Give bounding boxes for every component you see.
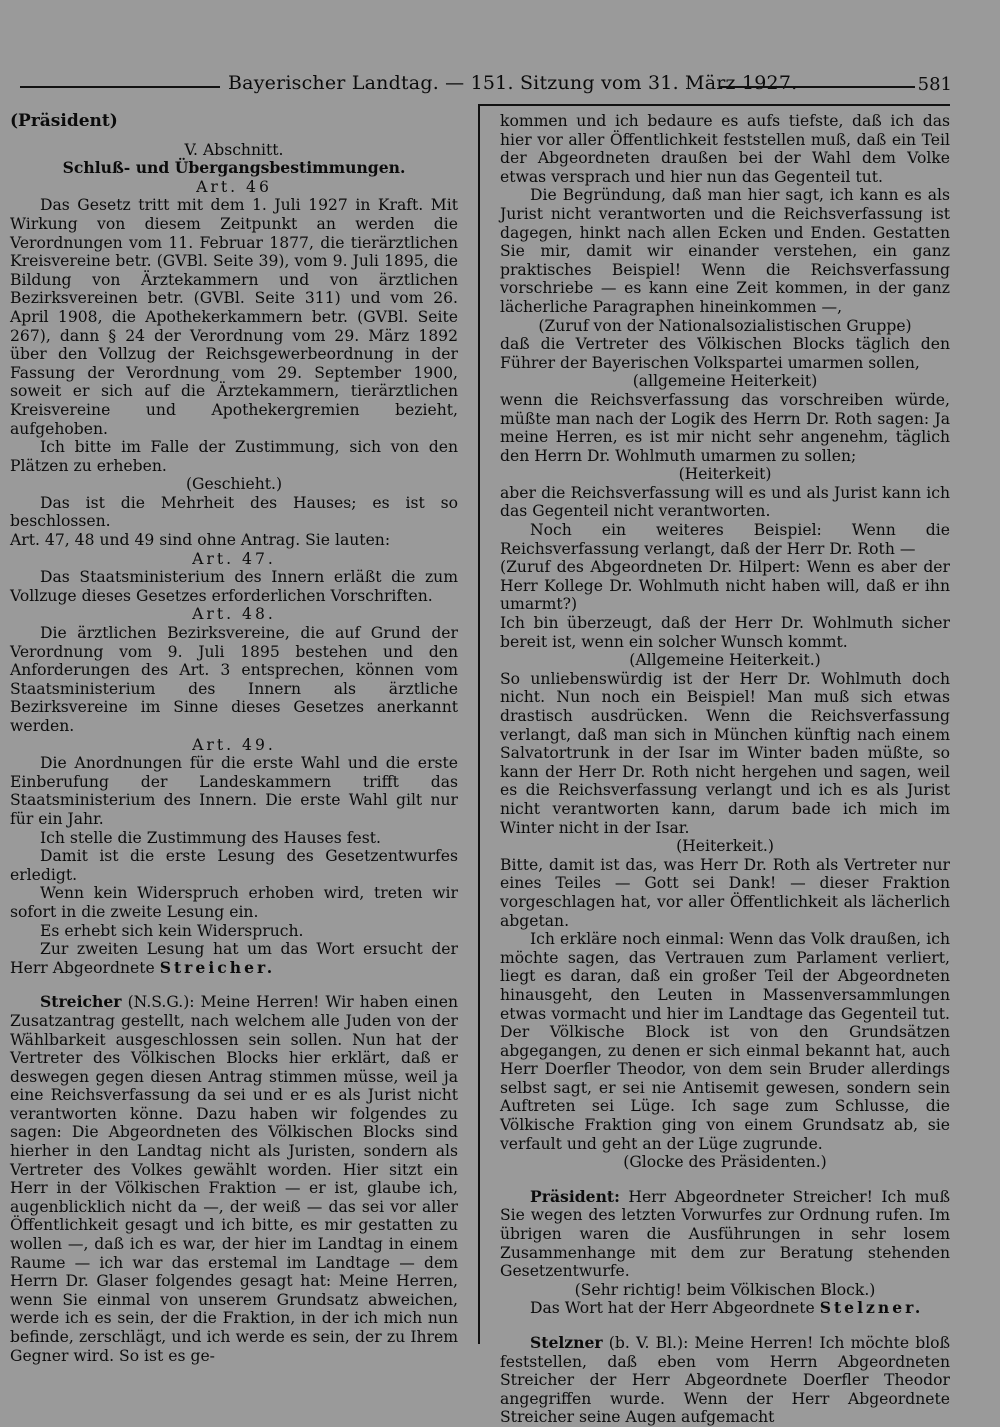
speech-stelzner [500, 1334, 950, 1427]
paragraph: So unliebenswürdig ist der Herr Dr. Wohlmuth doch nicht. Nun noch ein Beispiel! Man muß sich etwas drastisch ausdrücken. Wenn die Reichsverfassung verlangt, daß man sich in München künftig nach einem Salvatortrunk in der Isar im Winter baden müßte, so kann der Herr Dr. Roth nicht hergehen und sagen, weil es die Reichsverfassung verlangt und ich es als Jurist nicht verantworten kann, darum bade ich mich im Winter nicht in der Isar. [500, 669, 950, 837]
right-column [500, 112, 950, 1427]
column-top-rule [480, 104, 950, 106]
paragraph: Damit ist die erste Lesung des Gesetzentwurfes erledigt. [10, 847, 458, 884]
speaker-ref: Stelzner. [819, 1298, 924, 1318]
speech-text: (N.S.G.): Meine Herren! Wir haben einen Zusatzantrag gestellt, nach welchem alle Juden von der Wählbarkeit ausgeschlossen sein sollen. Nun hat der Vertreter des Völkischen Blocks hier erklärt, daß er deswegen gegen diesen Antrag stimmen müsse, weil ja eine Reichsverfassung da sei und er es als Jurist nicht verantworten könne. Dazu haben wir folgendes zu sagen: Die Abgeordneten des Völkischen Blocks sind hierher in den Landtag nicht als Juristen, sondern als Vertreter des Volkes gewählt worden. Hier sitzt ein Herr in der Völkischen Fraktion — er ist, glaube ich, augenblicklich nicht da —, der weiß — das sei vor aller Öffentlichkeit gesagt und ich bitte, es mir gestatten zu wollen —, daß ich es war, der hier im Landtag in einem Raume — ich war das erstemal im Landtage — dem Herrn Dr. Glaser folgendes gesagt hat: Meine Herren, wenn Sie einmal von unserem Grundsatz abweichen, werde ich es sein, der die Fraktion, in der ich mich nun befinde, zerschlägt, und ich werde es sein, der zu Ihrem Gegner wird. So ist es ge- [10, 993, 459, 1365]
left-column [10, 112, 458, 1365]
speech-streicher [10, 993, 458, 1365]
paragraph: Art. 47, 48 und 49 sind ohne Antrag. Sie lauten: [10, 531, 391, 550]
speech-text: Herr Abgeordneter Streicher! Ich muß Sie wegen des letzten Vorwurfes zur Ordnung rufen. Im übrigen waren die Ausführungen in sehr losem Zusammenhange mit dem zur Beratung stehenden Gesetzentwurfe. [500, 1187, 950, 1281]
stage-direction: (allgemeine Heiterkeit) [632, 372, 818, 391]
stage-direction: (Allgemeine Heiterkeit.) [629, 651, 821, 670]
paragraph: Ich bin überzeugt, daß der Herr Dr. Wohlmuth sicher bereit ist, wenn ein solcher Wunsch kommt. [500, 614, 950, 651]
speaker-ref: Streicher. [159, 957, 276, 977]
section-number: V. Abschnitt. [184, 140, 284, 159]
paragraph: Ich stelle die Zustimmung des Hauses fest. [40, 828, 381, 847]
stage-direction: (Glocke des Präsidenten.) [623, 1153, 827, 1172]
article-49-text: Die Anordnungen für die erste Wahl und die erste Einberufung der Landeskammern trifft das Staatsministerium des Innern. Die erste Wahl gilt nur für ein Jahr. [10, 754, 458, 828]
stage-direction: (Geschieht.) [185, 475, 283, 494]
speech-text: (b. V. Bl.): Meine Herren! Ich möchte bloß feststellen, daß eben vom Herrn Abgeordneten Streicher der Herr Abgeordnete Doerfler Theodor angegriffen wurde. Wenn der Herr Abgeordnete Streicher seine Augen aufgemacht [500, 1334, 950, 1427]
paragraph: Ich bitte im Falle der Zustimmung, sich von den Plätzen zu erheben. [10, 438, 458, 475]
article-46-text: Das Gesetz tritt mit dem 1. Juli 1927 in Kraft. Mit Wirkung von diesem Zeitpunkt an werden die Verordnungen vom 11. Februar 1877, die tierärztlichen Kreisvereine betr. (GVBl. Seite 39), vom 9. Juli 1895, die Bildung von Ärztekammern und von ärztlichen Bezirksvereinen betr. (GVBl. Seite 311) und vom 26. April 1908, die Apothekerkammern betr. (GVBl. Seite 267), dann § 24 der Verordnung vom 29. März 1892 über den Vollzug der Reichsgewerbeordnung in der Fassung der Verordnung vom 29. September 1900, soweit er sich auf die Ärztekammern, tierärztlichen Kreisvereine und Apothekergremien bezieht, aufgehoben. [10, 196, 458, 438]
speaker-heading-praesident: (Präsident) [10, 111, 118, 131]
article-48-text: Die ärztlichen Bezirksvereine, die auf Grund der Verordnung vom 9. Juli 1895 bestehen und den Anforderungen des Art. 3 entsprechen, können vom Staatsministerium des Innern als ärztliche Bezirksvereine im Sinne dieses Gesetzes anerkannt werden. [10, 624, 458, 735]
paragraph: Das ist die Mehrheit des Hauses; es ist so beschlossen. [10, 493, 458, 531]
speech-praesident [500, 1188, 950, 1281]
paragraph: Ich erkläre noch einmal: Wenn das Volk draußen, ich möchte sagen, das Vertrauen zum Parlament verliert, liegt es daran, daß ein großer Teil der Abgeordneten hinausgeht, den Leuten in Massenversammlungen etwas vormacht und hier im Landtage das Gegenteil tut. Der Völkische Block ist von den Grundsätzen abgegangen, zu denen er sich einmal bekannt hat, auch Herr Doerfler Theodor, von dem sein Bruder allerdings selbst sagt, er sei nie Antisemit gewesen, sondern sein Auftreten sei Lüge. Ich sage zum Schlusse, die Völkische Fraktion ging von einem Grundsatz ab, sie verfault und geht an der Lüge zugrunde. [500, 930, 950, 1153]
paragraph: daß die Vertreter des Völkischen Blocks täglich den Führer der Bayerischen Volkspartei umarmen sollen, [500, 335, 950, 372]
stage-direction: (Sehr richtig! beim Völkischen Block.) [574, 1280, 876, 1299]
stage-direction: (Zuruf des Abgeordneten Dr. Hilpert: Wenn es aber der Herr Kollege Dr. Wohlmuth nicht haben will, daß er ihn umarmt?) [500, 558, 950, 614]
paragraph-text: Das Wort hat der Herr Abgeordnete [530, 1299, 815, 1318]
article-47-text: Das Staatsministerium des Innern erläßt die zum Vollzuge dieses Gesetzes erforderlichen Vorschriften. [10, 568, 458, 605]
stage-direction: (Heiterkeit.) [676, 837, 774, 856]
article-46-heading: Art. 46 [196, 177, 272, 196]
paragraph: Die Begründung, daß man hier sagt, ich kann es als Jurist nicht verantworten und die Reichsverfassung ist dagegen, hinkt nach allen Ecken und Enden. Gestatten Sie mir, damit wir einander verstehen, ein ganz praktisches Beispiel! Wenn die Reichsverfassung vorschriebe — es kann eine Zeit kommen, in der ganz lächerliche Paragraphen hineinkommen —, [500, 186, 950, 316]
paragraph: kommen und ich bedaure es aufs tiefste, daß ich das hier vor aller Öffentlichkeit feststellen muß, daß ein Teil der Abgeordneten draußen bei der Wahl dem Volke etwas versprach und hier nun das Gegenteil tut. [500, 112, 950, 186]
paragraph-text: Zur zweiten Lesung hat um das Wort ersucht der Herr Abgeordnete [10, 940, 458, 977]
paragraph [10, 940, 458, 977]
article-49-heading: Art. 49. [192, 735, 276, 754]
paragraph: aber die Reichsverfassung will es und als Jurist kann ich das Gegenteil nicht verantworten. [500, 483, 950, 521]
paragraph: wenn die Reichsverfassung das vorschreiben würde, müßte man nach der Logik des Herrn Dr. Roth sagen: Ja meine Herren, es ist mir nicht sehr angenehm, täglich den Herrn Dr. Wohlmuth umarmen zu sollen; [500, 390, 950, 465]
paragraph: Noch ein weiteres Beispiel: Wenn die Reichsverfassung verlangt, daß der Herr Dr. Roth — [500, 521, 950, 558]
speaker-name: Stelzner [530, 1333, 603, 1352]
page-number: 581 [917, 74, 952, 95]
paragraph [500, 1299, 950, 1318]
article-47-heading: Art. 47. [192, 549, 276, 568]
header-rule-right [720, 86, 915, 88]
header-title: Bayerischer Landtag. — 151. Sitzung vom 31. März 1927. [228, 72, 798, 94]
speaker-name: Präsident: [530, 1186, 620, 1206]
stage-direction: (Heiterkeit) [678, 465, 772, 484]
paragraph: Bitte, damit ist das, was Herr Dr. Roth als Vertreter nur eines Teiles — Gott sei Dank! — dieser Fraktion vorgeschlagen hat, vor aller Öffentlichkeit als lächerlich abgetan. [500, 855, 950, 930]
section-title: Schluß- und Übergangsbestimmungen. [62, 158, 406, 178]
speaker-name: Streicher [40, 992, 122, 1012]
paragraph: Wenn kein Widerspruch erhoben wird, treten wir sofort in die zweite Lesung ein. [10, 884, 458, 921]
page-header [0, 70, 1000, 102]
stage-direction: (Zuruf von der Nationalsozialistischen Gruppe) [538, 316, 912, 335]
header-rule-left [20, 86, 220, 88]
article-48-heading: Art. 48. [192, 605, 276, 624]
paragraph: Es erhebt sich kein Widerspruch. [40, 921, 304, 940]
column-divider [478, 104, 480, 1344]
